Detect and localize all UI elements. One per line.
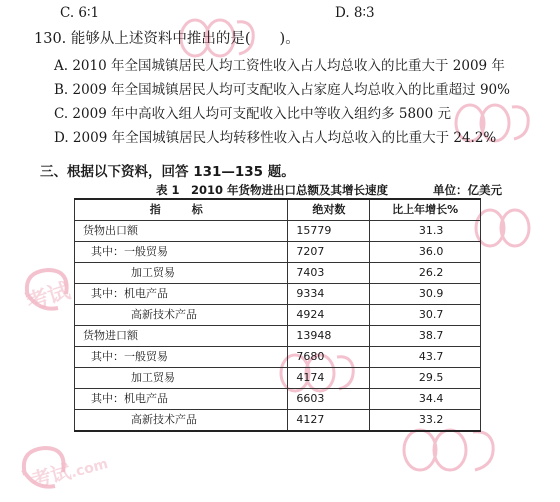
table-row [75,389,481,410]
table-row [75,221,481,242]
row-label: 加工贸易 [75,263,288,284]
header-growth: 比上年增长% [370,199,481,221]
row-label: 高新技术产品 [75,305,288,326]
table-row [75,326,481,347]
row-growth: 33.2 [370,410,481,432]
row-value: 13948 [288,326,370,347]
watermark-brand-text: 考试 [23,278,74,317]
row-value: 15779 [288,221,370,242]
row-label: 其中：一般贸易 [75,242,288,263]
watermark-brand-text: 考试 [28,459,74,493]
row-label: 其中：机电产品 [75,389,288,410]
row-label: 货物进口额 [75,326,288,347]
question-option-d: D. 2009 年全国城镇居民人均转移性收入占人均总收入的比重大于 24.2% [54,130,497,146]
row-value: 4924 [288,305,370,326]
table-row [75,263,481,284]
question-option-a: A. 2010 年全国城镇居民人均工资性收入占人均总收入的比重大于 2009 年 [54,58,505,74]
row-value: 7207 [288,242,370,263]
table-row [75,242,481,263]
table-row [75,305,481,326]
table-row [75,410,481,432]
prev-option-c: C. 6∶1 [60,5,100,21]
row-growth: 30.9 [370,284,481,305]
row-growth: 36.0 [370,242,481,263]
row-label: 货物出口额 [75,221,288,242]
row-label: 加工贸易 [75,368,288,389]
watermark-brand-bottom [28,445,111,493]
row-value: 6603 [288,389,370,410]
row-growth: 31.3 [370,221,481,242]
row-value: 7403 [288,263,370,284]
row-growth: 30.7 [370,305,481,326]
row-label: 高新技术产品 [75,410,288,432]
table-header-row [75,199,481,221]
row-growth: 43.7 [370,347,481,368]
question-option-c: C. 2009 年中高收入组人均可支配收入比中等收入组约多 5800 元 [54,106,452,122]
row-growth: 26.2 [370,263,481,284]
table-caption: 表 1 2010 年货物进出口总额及其增长速度 [156,183,389,197]
row-value: 9334 [288,284,370,305]
table-unit: 单位：亿美元 [433,183,502,197]
header-indicator: 指 标 [75,199,288,221]
row-growth: 34.4 [370,389,481,410]
row-growth: 38.7 [370,326,481,347]
table-row [75,347,481,368]
row-value: 7680 [288,347,370,368]
question-title: 130. 能够从上述资料中推出的是( )。 [34,31,300,47]
prev-option-d: D. 8∶3 [335,5,375,21]
table-row [75,368,481,389]
watermark-domain-text: .com [69,456,110,482]
row-label: 其中：机电产品 [75,284,288,305]
row-growth: 29.5 [370,368,481,389]
row-label: 其中：一般贸易 [75,347,288,368]
section-title: 三、根据以下资料，回答 131—135 题。 [40,164,295,180]
watermark-logo-right [470,200,550,255]
header-absolute: 绝对数 [288,199,370,221]
watermark-brand-left [22,274,73,317]
row-value: 4127 [288,410,370,432]
table-row [75,284,481,305]
trade-table [74,198,481,432]
question-option-b: B. 2009 年全国城镇居民人均可支配收入占家庭人均总收入的比重超过 90% [54,82,510,98]
row-value: 4174 [288,368,370,389]
